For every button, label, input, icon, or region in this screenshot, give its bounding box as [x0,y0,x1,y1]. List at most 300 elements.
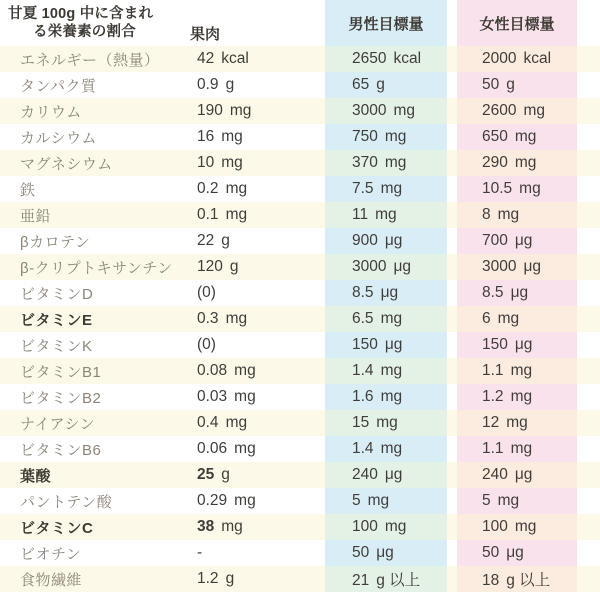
right-margin [577,462,600,488]
column-gap [447,176,457,202]
right-margin [577,358,600,384]
flesh-value-number: 22 [197,232,215,249]
flesh-value [197,258,239,276]
female-value-number: 6 [482,310,491,327]
male-value-unit: mg [367,492,390,509]
right-margin [577,488,600,514]
nutrient-name: ビタミンB1 [20,363,102,381]
female-value [457,336,532,354]
column-gap [447,124,457,150]
male-value-number: 2650 [352,50,387,67]
male-value-number: 6.5 [352,310,374,327]
row-cell-left [0,462,325,488]
row-cell-female [457,98,577,124]
flesh-value-unit: g [229,258,239,275]
flesh-value-unit: g [221,232,230,249]
male-value-number: 750 [352,128,378,145]
female-value-number: 1.2 [482,388,504,405]
male-value-unit: mg [380,440,403,457]
male-value [325,50,421,68]
nutrient-name: ナイアシン [20,415,96,433]
flesh-value [197,76,234,94]
row-cell-male [325,72,447,98]
female-value [457,440,532,458]
female-value-number: 1.1 [482,440,504,457]
flesh-value-unit: mg [225,206,248,223]
male-value-unit: μg [384,336,403,353]
male-value-number: 15 [352,414,370,431]
female-value-unit: mg [514,518,537,535]
table-title [8,5,153,41]
male-value-number: 5 [352,492,361,509]
male-value-number: 1.4 [352,362,374,379]
column-gap [447,384,457,410]
column-gap [447,306,457,332]
nutrient-name: 食物繊維 [20,571,83,589]
flesh-value [197,466,230,484]
flesh-value-number: 0.3 [197,310,219,327]
flesh-value-unit: mg [225,180,248,197]
female-value-number: 8.5 [482,284,504,301]
flesh-value [197,570,234,588]
female-value-unit: g [506,76,515,93]
row-cell-left [0,540,325,566]
male-value [325,518,406,536]
table-header [0,0,600,46]
flesh-value [197,518,243,536]
row-cell-female [457,176,577,202]
female-value [457,362,532,380]
right-margin [577,176,600,202]
female-value [457,388,532,406]
female-value-number: 1.1 [482,362,504,379]
flesh-value [197,180,247,198]
flesh-value [197,154,243,172]
nutrient-name: ビタミンB2 [20,389,102,407]
table-row [0,124,600,150]
row-cell-male [325,150,447,176]
row-cell-left [0,124,325,150]
row-cell-left [0,306,325,332]
row-cell-female [457,280,577,306]
table-row [0,462,600,488]
male-value-number: 3000 [352,258,387,275]
column-gap [447,514,457,540]
flesh-value-number: 0.06 [197,440,228,457]
column-gap [447,98,457,124]
row-cell-male [325,566,447,592]
flesh-value [197,128,243,146]
male-value [325,362,402,380]
table-row [0,72,600,98]
female-value [457,102,545,120]
male-value-unit: μg [384,466,403,483]
nutrient-name: 亜鉛 [20,207,52,225]
row-cell-male [325,124,447,150]
table-body [0,46,600,592]
male-value [325,568,420,590]
row-cell-male [325,202,447,228]
male-value [325,492,389,510]
flesh-value [197,50,249,68]
right-margin [577,46,600,72]
female-value [457,544,524,562]
column-header-male: 男性目標量 [348,15,424,33]
right-margin [577,384,600,410]
column-gap [447,358,457,384]
female-value-number: 290 [482,154,508,171]
female-value-unit: g 以上 [506,572,551,589]
male-value-unit: mg [380,362,403,379]
row-cell-left [0,254,325,280]
table-row [0,98,600,124]
flesh-value-unit: mg [225,310,248,327]
row-cell-female [457,150,577,176]
female-value [457,76,515,94]
female-value-number: 2000 [482,50,517,67]
column-gap [447,0,457,46]
flesh-value-unit: mg [225,414,248,431]
female-value [457,258,541,276]
female-value-number: 100 [482,518,508,535]
flesh-value-unit: g [225,76,235,93]
female-value-number: 12 [482,414,500,431]
row-cell-female [457,488,577,514]
flesh-value [197,388,256,406]
male-value-number: 240 [352,466,378,483]
column-header-flesh: 果肉 [190,26,221,43]
male-value [325,154,406,172]
table-title-line2: る栄養素の割合 [33,24,136,40]
male-value-number: 8.5 [352,284,374,301]
male-value [325,128,406,146]
female-value-unit: mg [497,310,520,327]
female-value-unit: μg [523,258,542,275]
female-value [457,414,528,432]
female-value-unit: μg [506,544,524,561]
column-gap [447,332,457,358]
female-value-unit: mg [497,492,520,509]
right-margin [577,436,600,462]
row-cell-left [0,410,325,436]
male-value-unit: g [376,76,385,93]
flesh-value-number: 0.9 [197,76,219,93]
flesh-value-number: 0.03 [197,388,228,405]
flesh-value [197,102,251,120]
row-cell-female [457,566,577,592]
row-cell-female [457,202,577,228]
column-gap [447,72,457,98]
row-cell-female [457,514,577,540]
female-value-unit: μg [514,336,533,353]
column-gap [447,228,457,254]
male-value [325,440,402,458]
flesh-value-number: 25 [197,466,215,483]
row-cell-left [0,488,325,514]
female-value [457,232,532,250]
row-cell-female [457,384,577,410]
flesh-value [197,284,216,302]
male-value-number: 100 [352,518,378,535]
nutrient-name: ビタミンK [20,337,93,355]
nutrient-name: βカロテン [20,233,91,251]
table-row [0,410,600,436]
nutrient-name: ビオチン [20,545,82,563]
column-gap [447,462,457,488]
male-value [325,76,385,94]
flesh-value-number: 0.2 [197,180,219,197]
right-margin [577,306,600,332]
column-gap [447,254,457,280]
nutrient-name: ビタミンB6 [20,441,102,459]
row-cell-male [325,540,447,566]
female-value-unit: mg [506,414,528,431]
male-value [325,336,402,354]
row-cell-male [325,306,447,332]
table-row [0,540,600,566]
table-row [0,436,600,462]
flesh-value-number: (0) [197,284,216,301]
flesh-value [197,492,256,510]
female-value [457,128,536,146]
column-gap [447,410,457,436]
row-cell-female [457,124,577,150]
row-cell-female [457,332,577,358]
female-value-unit: mg [510,440,533,457]
row-cell-left [0,384,325,410]
row-cell-male [325,462,447,488]
female-value-unit: mg [514,128,537,145]
male-value-number: 1.6 [352,388,374,405]
row-cell-male [325,280,447,306]
right-margin [577,202,600,228]
female-value-number: 50 [482,76,500,93]
flesh-value-number: 0.4 [197,414,219,431]
male-value [325,414,398,432]
male-value-number: 50 [352,544,370,561]
male-value-number: 7.5 [352,180,374,197]
row-cell-female [457,254,577,280]
male-value [325,466,402,484]
female-value [457,50,551,68]
row-cell-left [0,332,325,358]
male-value-unit: mg [393,102,416,119]
row-cell-left [0,98,325,124]
male-value-unit: mg [375,206,397,223]
male-value-unit: μg [384,232,403,249]
row-cell-female [457,540,577,566]
column-gap [447,202,457,228]
female-value-unit: mg [497,206,520,223]
female-value-number: 2600 [482,102,517,119]
row-cell-male [325,176,447,202]
male-value-number: 370 [352,154,378,171]
table-row [0,488,600,514]
flesh-value [197,544,202,562]
row-cell-left [0,72,325,98]
flesh-value-number: 10 [197,154,215,171]
column-gap [447,540,457,566]
column-gap [447,280,457,306]
right-margin [577,332,600,358]
flesh-value-number: - [197,544,203,561]
table-row [0,254,600,280]
flesh-value-number: 1.2 [197,570,219,587]
male-value-number: 21 [352,572,370,589]
flesh-value-unit: mg [221,518,243,535]
flesh-value-number: 0.29 [197,492,228,509]
nutrient-name: ビタミンD [20,285,94,303]
male-value [325,284,398,302]
female-value [457,284,528,302]
male-value [325,180,402,198]
male-value [325,388,402,406]
female-column-band [457,0,577,46]
female-value-unit: mg [523,102,546,119]
flesh-value-unit: g [221,466,230,483]
flesh-value [197,414,247,432]
right-margin [577,540,600,566]
row-cell-female [457,228,577,254]
table-row [0,566,600,592]
nutrient-name: β-クリプトキサンチン [20,259,173,277]
table-row [0,514,600,540]
female-value [457,154,536,172]
nutrient-name: タンパク質 [20,77,97,95]
column-gap [447,488,457,514]
female-value [457,568,550,590]
female-value-unit: mg [514,154,537,171]
male-value-unit: mg [384,154,407,171]
female-value-number: 240 [482,466,508,483]
female-value-number: 650 [482,128,508,145]
row-cell-male [325,332,447,358]
male-column-band [325,0,447,46]
female-value-number: 3000 [482,258,517,275]
flesh-value-unit: mg [234,440,256,457]
row-cell-left [0,176,325,202]
row-cell-female [457,306,577,332]
male-value [325,206,397,224]
right-margin [577,228,600,254]
flesh-value-unit: kcal [221,50,249,67]
female-value-number: 5 [482,492,491,509]
header-cell-left [0,0,325,46]
flesh-value-unit: mg [234,492,256,509]
male-value [325,102,415,120]
nutrient-name: マグネシウム [20,155,113,173]
male-value-unit: kcal [393,50,422,67]
row-cell-male [325,46,447,72]
row-cell-male [325,514,447,540]
table-row [0,306,600,332]
female-value-unit: μg [510,284,529,301]
table-row [0,202,600,228]
row-cell-left [0,228,325,254]
female-value-unit: mg [519,180,541,197]
flesh-value [197,232,230,250]
flesh-value [197,206,247,224]
row-cell-left [0,436,325,462]
table-row [0,280,600,306]
male-value-unit: μg [380,284,399,301]
column-header-female: 女性目標量 [479,15,555,33]
female-value-number: 8 [482,206,491,223]
row-cell-male [325,358,447,384]
row-cell-left [0,358,325,384]
male-value-number: 65 [352,76,370,93]
female-value-number: 18 [482,572,500,589]
female-value-number: 10.5 [482,180,513,197]
female-value-unit: mg [510,388,533,405]
row-cell-male [325,228,447,254]
nutrient-name: エネルギー（熱量） [20,51,160,69]
table-row [0,176,600,202]
flesh-value [197,362,256,380]
male-value-number: 150 [352,336,378,353]
flesh-value-number: (0) [197,336,216,353]
row-cell-male [325,436,447,462]
right-margin [577,72,600,98]
male-value [325,232,402,250]
female-value-unit: μg [514,466,533,483]
flesh-value-number: 0.08 [197,362,228,379]
row-cell-female [457,462,577,488]
male-value-unit: mg [380,310,403,327]
nutrient-name: 鉄 [20,181,36,199]
male-value [325,310,402,328]
female-value-number: 700 [482,232,508,249]
nutrient-name: カリウム [20,103,82,121]
right-margin [577,280,600,306]
row-cell-male [325,488,447,514]
row-cell-male [325,98,447,124]
flesh-value [197,310,247,328]
nutrient-name: ビタミンC [20,519,94,537]
table-row [0,228,600,254]
female-value-unit: mg [510,362,533,379]
male-value-unit: mg [384,128,407,145]
female-value-unit: μg [514,232,533,249]
flesh-value [197,336,216,354]
table-row [0,150,600,176]
female-value [457,206,519,224]
row-cell-male [325,410,447,436]
flesh-value-unit: mg [234,362,256,379]
flesh-value-number: 42 [197,50,215,67]
male-value-unit: g 以上 [376,572,421,589]
nutrient-name: カルシウム [20,129,97,147]
row-cell-female [457,436,577,462]
male-value-number: 1.4 [352,440,374,457]
table-row [0,358,600,384]
female-value-number: 150 [482,336,508,353]
column-gap [447,46,457,72]
female-value [457,180,541,198]
table-row [0,332,600,358]
female-value [457,310,519,328]
female-value-number: 50 [482,544,500,561]
row-cell-male [325,384,447,410]
male-value-unit: mg [384,518,407,535]
male-value-number: 900 [352,232,378,249]
row-cell-left [0,202,325,228]
male-value-number: 11 [352,206,369,223]
table-row [0,46,600,72]
column-gap [447,436,457,462]
table-row [0,384,600,410]
male-value-unit: mg [380,180,403,197]
